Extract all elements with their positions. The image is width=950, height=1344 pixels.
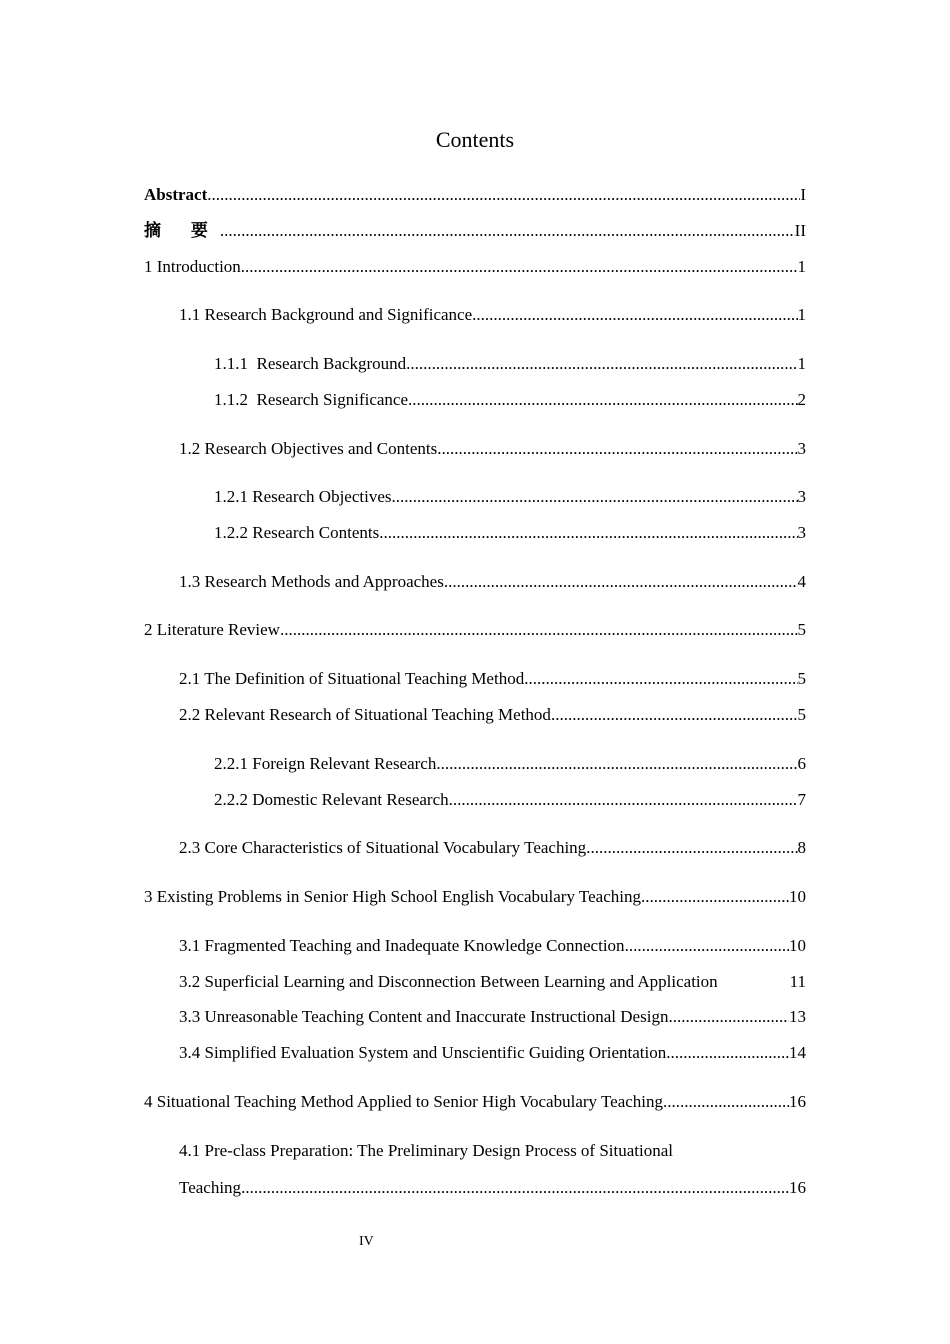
toc-entry-page: 1	[797, 354, 806, 373]
toc-entry-label: 1.2 Research Objectives and Contents	[179, 439, 438, 458]
toc-entry-label: 3 Existing Problems in Senior High School English Vocabulary Teaching	[144, 887, 641, 906]
toc-entry-label: Abstract	[144, 185, 208, 204]
toc-entry-label: 2.2.1 Foreign Relevant Research	[214, 754, 437, 773]
toc-entry-label: 1.1 Research Background and Significance	[179, 305, 473, 324]
toc-entry-label: 1.2.1 Research Objectives	[214, 487, 392, 506]
toc-entry-4-1-line1[interactable]: 4.1 Pre-class Preparation: The Preliminary Design Process of Situational	[179, 1141, 674, 1160]
toc-entry-label: 2.1 The Definition of Situational Teaching Method	[179, 669, 525, 688]
toc-entry-chinese-abstract[interactable]	[144, 220, 806, 242]
toc-entry-page: 13	[789, 1007, 806, 1026]
toc-entry-1-3[interactable]	[179, 571, 806, 593]
toc-entry-ch1[interactable]	[144, 256, 806, 278]
toc-entry-3-4[interactable]	[179, 1042, 806, 1064]
toc-entry-label: 2.2.2 Domestic Relevant Research	[214, 790, 449, 809]
toc-entry-page: 3	[797, 439, 806, 458]
toc-entry-3-1[interactable]	[179, 935, 806, 957]
toc-entry-label: 3.4 Simplified Evaluation System and Unscientific Guiding Orientation	[179, 1043, 667, 1062]
toc-entry-ch3[interactable]	[144, 886, 806, 908]
toc-entry-1-2-1[interactable]	[214, 486, 806, 508]
toc-entry-page: 4	[797, 572, 806, 591]
toc-entry-2-2-2[interactable]	[214, 789, 806, 811]
toc-entry-1-1[interactable]	[179, 304, 806, 326]
toc-entry-2-2-1[interactable]	[214, 753, 806, 775]
toc-entry-label: 1.2.2 Research Contents	[214, 523, 380, 542]
toc-entry-label: 3.3 Unreasonable Teaching Content and Inaccurate Instructional Design	[179, 1007, 669, 1026]
toc-entry-2-1[interactable]	[179, 668, 806, 690]
toc-entry-label: Teaching	[179, 1178, 242, 1197]
toc-entry-page: 3	[797, 487, 806, 506]
toc-entry-page: 5	[797, 620, 806, 639]
toc-entry-label: 3.2 Superficial Learning and Disconnection Between Learning and Application	[179, 972, 718, 991]
toc-entry-page: 16	[789, 1178, 806, 1197]
toc-entry-1-1-2[interactable]	[214, 389, 806, 411]
toc-entry-label: 2.2 Relevant Research of Situational Teaching Method	[179, 705, 551, 724]
toc-entry-page: 8	[797, 838, 806, 857]
toc-entry-page: 6	[797, 754, 806, 773]
toc-entry-page: 1	[797, 257, 806, 276]
toc-entry-1-1-1[interactable]	[214, 353, 806, 375]
toc-entry-label: 1 Introduction	[144, 257, 241, 276]
toc-entry-abstract[interactable]	[144, 184, 806, 206]
toc-entry-page: 11	[789, 972, 806, 991]
toc-entry-page: 7	[797, 790, 806, 809]
toc-entry-label: 摘 要	[144, 221, 220, 241]
toc-entry-page: I	[800, 185, 806, 204]
toc-entry-page: 5	[797, 705, 806, 724]
toc-entry-page: II	[794, 221, 806, 240]
toc-entry-2-2[interactable]	[179, 704, 806, 726]
toc-entry-page: 5	[797, 669, 806, 688]
toc-entry-3-3[interactable]	[179, 1006, 806, 1028]
toc-entry-label: 2 Literature Review	[144, 620, 280, 639]
toc-entry-page: 2	[797, 390, 806, 409]
toc-entry-ch2[interactable]	[144, 619, 806, 641]
toc-entry-page: 10	[789, 936, 806, 955]
toc-entry-1-2-2[interactable]	[214, 522, 806, 544]
toc-entry-label: 1.1.2 Research Significance	[214, 390, 409, 409]
page-number: IV	[359, 1234, 374, 1249]
toc-entry-label: 4 Situational Teaching Method Applied to Senior High Vocabulary Teaching	[144, 1092, 664, 1111]
page-title: Contents	[435, 127, 515, 152]
toc-entry-label: 2.3 Core Characteristics of Situational Vocabulary Teaching	[179, 838, 587, 857]
toc-entry-page: 1	[797, 305, 806, 324]
toc-entry-3-2[interactable]	[179, 971, 806, 993]
toc-entry-2-3[interactable]	[179, 837, 806, 859]
toc-entry-4-1[interactable]	[179, 1177, 806, 1199]
toc-entry-label: 1.3 Research Methods and Approaches	[179, 572, 444, 591]
toc-entry-label: 3.1 Fragmented Teaching and Inadequate Knowledge Connection	[179, 936, 625, 955]
toc-entry-page: 14	[789, 1043, 806, 1062]
toc-entry-page: 16	[789, 1092, 806, 1111]
toc-entry-page: 3	[797, 523, 806, 542]
toc-entry-label: 1.1.1 Research Background	[214, 354, 407, 373]
toc-entry-page: 10	[789, 887, 806, 906]
toc-entry-1-2[interactable]	[179, 438, 806, 460]
toc-entry-ch4[interactable]	[144, 1091, 806, 1113]
